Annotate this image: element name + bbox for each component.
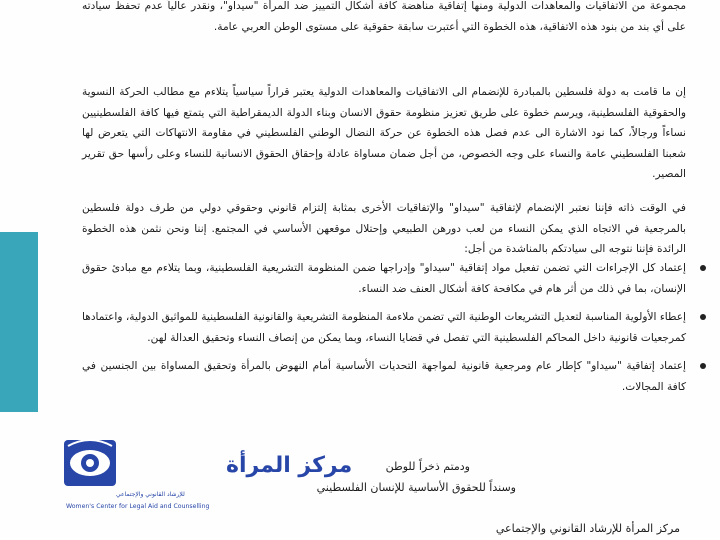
footer-organization: مركز المرأة للإرشاد القانوني والإجتماعي: [495, 522, 680, 535]
demands-list: [82, 258, 708, 405]
side-accent-bar: [0, 232, 38, 412]
paragraph-intro: مجموعة من الاتفاقيات والمعاهدات الدولية ومنها إتفاقية مناهضة كافة أشكال التمييز ضد المرأة "سيداو"، ونقدر عالياً عدم تحفظ سيادته على أي بند من بنود هذه الاتفاقية، هذه الخطوة التي أعتبرت سابقة حقوقية على مستوى الوطن العربي عامة.: [82, 0, 686, 33]
paragraph-appeal: في الوقت ذاته فإننا نعتبر الإنضمام لإتفاقية "سيداو" والإتفاقيات الأخرى بمثابة إلتزام قانوني وحقوقي دولي من طرف دولة فلسطين بالمرجعية في الاتجاه الذي يمكن النساء من لعب دورهن الطبيعي وإحتلال موقعهن الأساسي في المجتمع. إننا ونحن نثمن هذه الخطوة الرائدة فإننا نتوجه الى سيادتكم بالمناشدة من أجل:: [82, 202, 686, 255]
organization-logo: [62, 436, 353, 516]
list-item-text: إعتماد إتفاقية "سيداو" كإطار عام ومرجعية قانونية لمواجهة التحديات الأساسية أمام النهوض بالمرأة وتحقيق المساواة بين الجنسين في كافة المجالات.: [82, 360, 686, 393]
list-item: [82, 258, 686, 299]
logo-arabic-text: مركز المرأة: [226, 453, 353, 478]
logo-arabic-subtitle: للإرشاد القانوني والإجتماعي: [116, 491, 185, 498]
closing-line: وسنداً للحقوق الأساسية للإنسان الفلسطيني: [316, 481, 516, 494]
bullet-icon: [700, 265, 706, 271]
list-item-text: إعتماد كل الإجراءات التي تضمن تفعيل مواد إتفاقية "سيداو" وإدراجها ضمن المنظومة التشريعية الفلسطينية، وبما يتلاءم مع مبادئ حقوق الإنسان، بما في ذلك من أثر هام في مكافحة كافة أشكال العنف ضد النساء.: [82, 262, 686, 295]
bullet-icon: [700, 363, 706, 369]
list-item-text: إعطاء الأولوية المناسبة لتعديل التشريعات الوطنية التي تضمن ملاءمة المنظومة التشريعية والقانونية الفلسطينية للمواثيق الدولية، واعتمادها كمرجعيات قانونية داخل المحاكم الفلسطينية التي تفصل في قضايا النساء، وبما يمكن من إنصاف النساء وتحقيق العدالة لهن.: [82, 311, 686, 344]
bullet-icon: [700, 314, 706, 320]
logo-english-text: Women's Center for Legal Aid and Counselling: [66, 503, 210, 510]
paragraph-accession: إن ما قامت به دولة فلسطين بالمبادرة للإنضمام الى الاتفاقيات والمعاهدات الدولية يعتبر قراراً سياسياً يتلاءم مع مطالب الحركة النسوية والحقوقية الفلسطينية، ويرسم خطوة على طريق تعزيز منظومة حقوق الانسان وبناء الدولة الديمقراطية التي يتمتع فيها كافة الفلسطينيين نساءاً ورجالاً، كما نود الاشارة الى عدم فصل هذه الخطوة عن حركة النضال الوطني الفلسطيني في مقاومة الانتهاكات التي يتعرض لها شعبنا الفلسطيني عامة والنساء على وجه الخصوص، من أجل ضمان مساواة عادلة وإحقاق الحقوق الانسانية للنساء وعلى رأسها حق تقرير المصير.: [82, 86, 686, 180]
list-item: [82, 307, 686, 348]
eye-logo-icon: [64, 440, 116, 486]
list-item: [82, 356, 686, 397]
closing-line: ودمتم ذخراً للوطن: [385, 460, 470, 473]
